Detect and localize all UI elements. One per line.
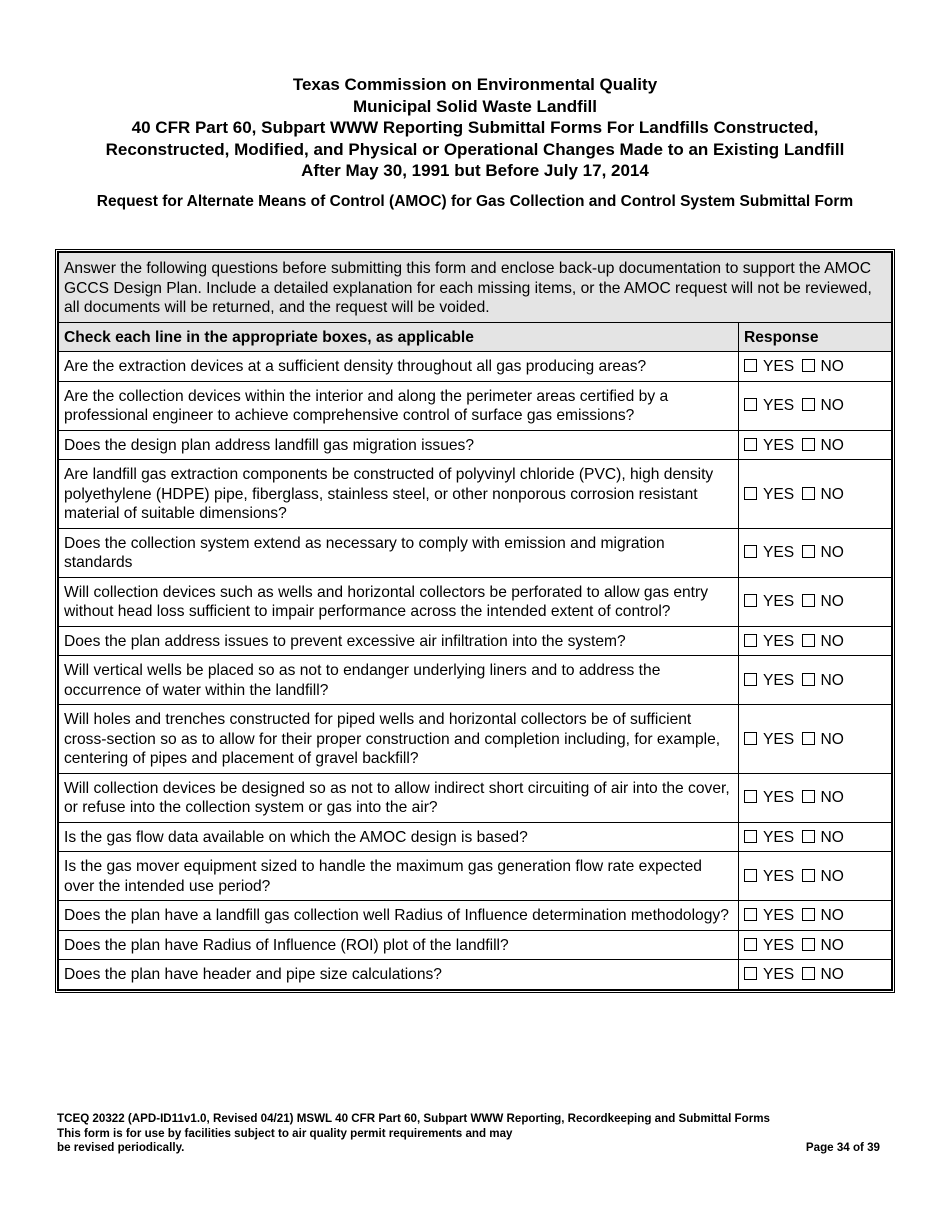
- response-cell: [739, 852, 892, 901]
- no-checkbox[interactable]: [802, 438, 815, 451]
- yes-label: YES: [763, 358, 795, 375]
- no-label: NO: [820, 936, 844, 954]
- yes-label: YES: [763, 397, 795, 415]
- no-label: NO: [820, 544, 844, 562]
- no-checkbox[interactable]: [802, 594, 815, 607]
- yes-label: YES: [763, 671, 795, 689]
- question-row: [59, 930, 892, 960]
- yes-label: YES: [763, 436, 795, 454]
- no-label: NO: [820, 632, 844, 650]
- yes-checkbox[interactable]: [744, 634, 757, 647]
- question-text: Does the design plan address landfill gas migration issues?: [59, 430, 739, 460]
- yes-label: YES: [763, 632, 795, 650]
- yes-checkbox[interactable]: [744, 790, 757, 803]
- page-number: Page 34 of 39: [805, 1141, 880, 1154]
- yes-label: YES: [763, 907, 795, 924]
- no-label: NO: [820, 671, 844, 689]
- question-text: Are landfill gas extraction components be constructed of polyvinyl chloride (PVC), high density polyethylene (HDPE) pipe, fiberglass, stainless steel, or other nonporous corrosion resistant material of suitable dimensions?: [59, 460, 739, 529]
- instructions-text: Answer the following questions before submitting this form and enclose back-up documentation to support the AMOC GCCS Design Plan. Include a detailed explanation for each missing items, or the AMOC request will not be reviewed, all documents will be returned, and the request will be voided.: [59, 253, 892, 323]
- question-row: [59, 626, 892, 656]
- question-row: [59, 352, 892, 382]
- question-row: [59, 960, 892, 990]
- yes-checkbox[interactable]: [744, 673, 757, 686]
- question-column-header: Check each line in the appropriate boxes, as applicable: [59, 322, 739, 352]
- question-row: [59, 460, 892, 529]
- program-title: Municipal Solid Waste Landfill: [353, 96, 597, 116]
- question-text: Does the plan have header and pipe size calculations?: [59, 960, 739, 990]
- question-text: Does the plan address issues to prevent excessive air infiltration into the system?: [59, 626, 739, 656]
- question-text: Does the plan have a landfill gas collection well Radius of Influence determination methodology?: [59, 901, 739, 931]
- question-text: Is the gas flow data available on which the AMOC design is based?: [59, 822, 739, 852]
- question-text: Will collection devices such as wells and horizontal collectors be perforated to allow gas entry without head loss sufficient to impair performance across the intended extent of control?: [59, 577, 739, 626]
- question-row: [59, 822, 892, 852]
- yes-checkbox[interactable]: [744, 869, 757, 882]
- no-checkbox[interactable]: [802, 545, 815, 558]
- yes-label: YES: [763, 593, 795, 611]
- no-checkbox[interactable]: [802, 487, 815, 500]
- no-checkbox[interactable]: [802, 938, 815, 951]
- question-text: Does the plan have Radius of Influence (ROI) plot of the landfill?: [59, 930, 739, 960]
- questionnaire-table: [55, 249, 895, 993]
- response-column-header: Response: [739, 322, 892, 352]
- regulation-title-line-1: 40 CFR Part 60, Subpart WWW Reporting Submittal Forms For Landfills Constructed,: [131, 118, 819, 137]
- response-cell: [739, 430, 892, 460]
- yes-checkbox[interactable]: [744, 830, 757, 843]
- form-header: [0, 74, 950, 212]
- response-cell: [739, 960, 892, 990]
- no-checkbox[interactable]: [802, 869, 815, 882]
- question-row: [59, 430, 892, 460]
- yes-label: YES: [763, 828, 795, 846]
- footer-note-line-2: be revised periodically.: [57, 1141, 185, 1154]
- response-cell: [739, 930, 892, 960]
- no-label: NO: [820, 593, 844, 611]
- footer-note-line-1: This form is for use by facilities subject to air quality permit requirements and may: [57, 1126, 513, 1140]
- yes-checkbox[interactable]: [744, 967, 757, 980]
- yes-checkbox[interactable]: [744, 594, 757, 607]
- yes-checkbox[interactable]: [744, 908, 757, 921]
- no-label: NO: [820, 828, 844, 846]
- question-row: [59, 381, 892, 430]
- question-row: [59, 773, 892, 822]
- response-cell: [739, 901, 892, 931]
- yes-label: YES: [763, 544, 795, 562]
- yes-label: YES: [763, 936, 795, 954]
- yes-label: YES: [763, 966, 795, 983]
- question-row: [59, 901, 892, 931]
- question-text: Will holes and trenches constructed for piped wells and horizontal collectors be of sufficient cross-section so as to allow for their proper construction and completion including, for example, centering of pipes and placement of gravel backfill?: [59, 705, 739, 774]
- response-cell: [739, 822, 892, 852]
- question-text: Does the collection system extend as necessary to comply with emission and migration standards: [59, 528, 739, 577]
- response-cell: [739, 381, 892, 430]
- no-label: NO: [820, 397, 844, 415]
- instructions-row: [59, 253, 892, 323]
- yes-checkbox[interactable]: [744, 938, 757, 951]
- no-checkbox[interactable]: [802, 790, 815, 803]
- no-checkbox[interactable]: [802, 830, 815, 843]
- regulation-title-line-3: After May 30, 1991 but Before July 17, 2014: [301, 161, 649, 180]
- question-text: Will vertical wells be placed so as not to endanger underlying liners and to address the occurrence of water within the landfill?: [59, 656, 739, 705]
- question-text: Is the gas mover equipment sized to handle the maximum gas generation flow rate expected over the intended use period?: [59, 852, 739, 901]
- response-cell: [739, 656, 892, 705]
- response-cell: [739, 352, 892, 382]
- column-header-row: [59, 322, 892, 352]
- no-label: NO: [820, 867, 844, 885]
- yes-label: YES: [763, 789, 795, 807]
- form-id-line: TCEQ 20322 (APD-ID11v1.0, Revised 04/21) MSWL 40 CFR Part 60, Subpart WWW Reporting, Recordkeeping and Submittal Forms: [57, 1112, 770, 1125]
- no-label: NO: [820, 789, 844, 807]
- response-cell: [739, 626, 892, 656]
- question-text: Are the extraction devices at a sufficient density throughout all gas producing areas?: [59, 352, 739, 382]
- question-row: [59, 577, 892, 626]
- no-checkbox[interactable]: [802, 634, 815, 647]
- form-subtitle: Request for Alternate Means of Control (AMOC) for Gas Collection and Control System Submittal Form: [96, 192, 854, 210]
- yes-checkbox[interactable]: [744, 732, 757, 745]
- no-label: NO: [820, 907, 844, 924]
- page-footer: [57, 1112, 880, 1156]
- no-checkbox[interactable]: [802, 398, 815, 411]
- yes-label: YES: [763, 485, 795, 503]
- no-checkbox[interactable]: [802, 359, 815, 372]
- response-cell: [739, 460, 892, 529]
- no-checkbox[interactable]: [802, 673, 815, 686]
- agency-title: Texas Commission on Environmental Quality: [292, 75, 658, 94]
- question-text: Will collection devices be designed so as not to allow indirect short circuiting of air into the cover, or refuse into the collection system or gas into the air?: [59, 773, 739, 822]
- question-row: [59, 656, 892, 705]
- no-checkbox[interactable]: [802, 967, 815, 980]
- no-checkbox[interactable]: [802, 732, 815, 745]
- question-row: [59, 852, 892, 901]
- response-cell: [739, 705, 892, 774]
- response-cell: [739, 528, 892, 577]
- question-row: [59, 528, 892, 577]
- yes-label: YES: [763, 730, 795, 748]
- yes-checkbox[interactable]: [744, 359, 757, 372]
- no-checkbox[interactable]: [802, 908, 815, 921]
- yes-label: YES: [763, 867, 795, 885]
- regulation-title-line-2: Reconstructed, Modified, and Physical or Operational Changes Made to an Existing Landfill: [105, 139, 845, 159]
- no-label: NO: [820, 485, 844, 503]
- no-label: NO: [820, 436, 844, 454]
- question-row: [59, 705, 892, 774]
- no-label: NO: [820, 358, 844, 375]
- yes-checkbox[interactable]: [744, 545, 757, 558]
- yes-checkbox[interactable]: [744, 398, 757, 411]
- question-text: Are the collection devices within the interior and along the perimeter areas certified by a professional engineer to achieve comprehensive control of surface gas emissions?: [59, 381, 739, 430]
- response-cell: [739, 577, 892, 626]
- no-label: NO: [820, 966, 844, 983]
- response-cell: [739, 773, 892, 822]
- yes-checkbox[interactable]: [744, 438, 757, 451]
- no-label: NO: [820, 730, 844, 748]
- yes-checkbox[interactable]: [744, 487, 757, 500]
